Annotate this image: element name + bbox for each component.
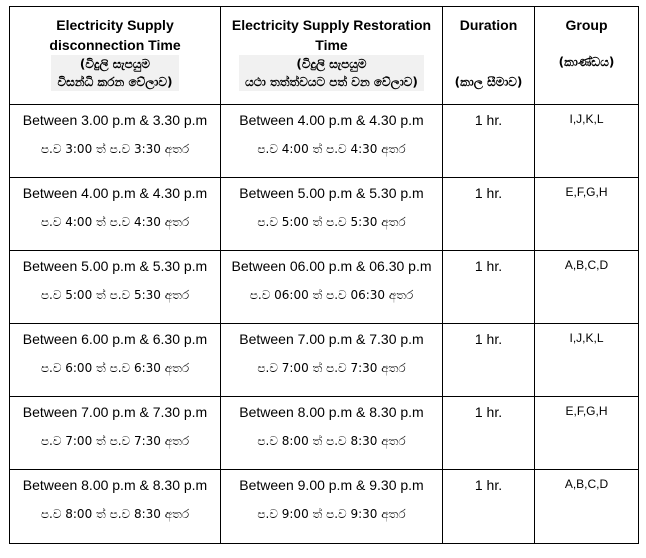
header-restoration-title-line1: Electricity Supply Restoration: [231, 17, 432, 33]
disconnection-cell: [10, 105, 221, 178]
header-group-sinhala: (කාණ්ඩය): [558, 55, 615, 69]
group-cell: [535, 105, 639, 178]
group-value: E,F,G,H: [565, 404, 608, 418]
header-restoration-time: [221, 7, 443, 105]
group-value: I,J,K,L: [569, 112, 604, 126]
header-duration-title: Duration: [459, 17, 518, 33]
duration-cell: [443, 178, 535, 251]
restoration-time-si: ප.ව 7:00 ත් ප.ව 7:30 අතර: [257, 361, 406, 375]
group-cell: [535, 324, 639, 397]
restoration-cell: [221, 470, 443, 544]
restoration-cell: [221, 324, 443, 397]
table-row: [10, 324, 639, 397]
header-restoration-si-line2: යථා තත්ත්වයට පත් වන වේලාව): [245, 75, 418, 89]
restoration-time-si: ප.ව 4:00 ත් ප.ව 4:30 අතර: [257, 142, 406, 156]
disconnection-cell: [10, 251, 221, 324]
restoration-time-en: Between 8.00 p.m & 8.30 p.m: [239, 404, 424, 420]
header-disconnection-time: [10, 7, 221, 105]
group-value: E,F,G,H: [565, 185, 608, 199]
table-row: [10, 397, 639, 470]
disconnection-time-en: Between 3.00 p.m & 3.30 p.m: [22, 112, 208, 128]
duration-value: 1 hr.: [474, 258, 503, 274]
disconnection-time-en: Between 7.00 p.m & 7.30 p.m: [22, 404, 208, 420]
group-cell: [535, 470, 639, 544]
disconnection-cell: [10, 178, 221, 251]
disconnection-time-si: ප.ව 5:00 ත් ප.ව 5:30 අතර: [40, 288, 190, 302]
table-row: [10, 251, 639, 324]
duration-value: 1 hr.: [474, 477, 503, 493]
header-duration: [443, 7, 535, 105]
power-cut-schedule-table: [9, 6, 639, 544]
header-group: [535, 7, 639, 105]
duration-cell: [443, 324, 535, 397]
disconnection-time-si: ප.ව 4:00 ත් ප.ව 4:30 අතර: [40, 215, 190, 229]
disconnection-time-en: Between 5.00 p.m & 5.30 p.m: [22, 258, 208, 274]
restoration-cell: [221, 178, 443, 251]
table-header-row: [10, 7, 639, 105]
duration-cell: [443, 251, 535, 324]
disconnection-cell: [10, 397, 221, 470]
restoration-time-si: ප.ව 06:00 ත් ප.ව 06:30 අතර: [249, 288, 414, 302]
disconnection-time-si: ප.ව 7:00 ත් ප.ව 7:30 අතර: [40, 434, 190, 448]
restoration-time-en: Between 9.00 p.m & 9.30 p.m: [239, 477, 424, 493]
disconnection-cell: [10, 470, 221, 544]
header-disconnection-si-line1: (විදුලි සැපයුම: [79, 57, 151, 71]
restoration-time-en: Between 4.00 p.m & 4.30 p.m: [239, 112, 424, 128]
duration-cell: [443, 397, 535, 470]
disconnection-cell: [10, 324, 221, 397]
restoration-cell: [221, 397, 443, 470]
group-value: A,B,C,D: [564, 477, 609, 491]
header-disconnection-si-line2: විසන්ධි කරන වේලාව): [57, 75, 173, 89]
table-row: [10, 105, 639, 178]
group-cell: [535, 178, 639, 251]
restoration-time-si: ප.ව 8:00 ත් ප.ව 8:30 අතර: [257, 434, 406, 448]
header-restoration-title-line2: Time: [315, 37, 348, 53]
duration-cell: [443, 470, 535, 544]
group-value: I,J,K,L: [569, 331, 604, 345]
duration-value: 1 hr.: [474, 112, 503, 128]
disconnection-time-si: ප.ව 6:00 ත් ප.ව 6:30 අතර: [40, 361, 190, 375]
disconnection-time-si: ප.ව 3:00 ත් ප.ව 3:30 අතර: [40, 142, 190, 156]
restoration-time-en: Between 06.00 p.m & 06.30 p.m: [231, 258, 432, 274]
restoration-time-en: Between 5.00 p.m & 5.30 p.m: [239, 185, 424, 201]
group-value: A,B,C,D: [564, 258, 609, 272]
restoration-cell: [221, 251, 443, 324]
header-restoration-sinhala: [239, 55, 424, 91]
group-cell: [535, 397, 639, 470]
header-restoration-si-line1: (විදුලි සැපයුම: [296, 57, 367, 71]
header-duration-sinhala: (කාල සීමාව): [454, 75, 523, 89]
table-row: [10, 470, 639, 544]
restoration-time-en: Between 7.00 p.m & 7.30 p.m: [239, 331, 424, 347]
group-cell: [535, 251, 639, 324]
header-group-title: Group: [565, 17, 608, 33]
duration-value: 1 hr.: [474, 331, 503, 347]
duration-cell: [443, 105, 535, 178]
restoration-cell: [221, 105, 443, 178]
header-disconnection-sinhala: [51, 55, 178, 91]
restoration-time-si: ප.ව 5:00 ත් ප.ව 5:30 අතර: [257, 215, 406, 229]
restoration-time-si: ප.ව 9:00 ත් ප.ව 9:30 අතර: [257, 507, 406, 521]
disconnection-time-en: Between 6.00 p.m & 6.30 p.m: [22, 331, 208, 347]
disconnection-time-en: Between 8.00 p.m & 8.30 p.m: [22, 477, 208, 493]
table-row: [10, 178, 639, 251]
disconnection-time-en: Between 4.00 p.m & 4.30 p.m: [22, 185, 208, 201]
duration-value: 1 hr.: [474, 185, 503, 201]
header-disconnection-title-line1: Electricity Supply: [56, 17, 174, 33]
header-disconnection-title-line2: disconnection Time: [49, 37, 181, 53]
disconnection-time-si: ප.ව 8:00 ත් ප.ව 8:30 අතර: [40, 507, 190, 521]
duration-value: 1 hr.: [474, 404, 503, 420]
